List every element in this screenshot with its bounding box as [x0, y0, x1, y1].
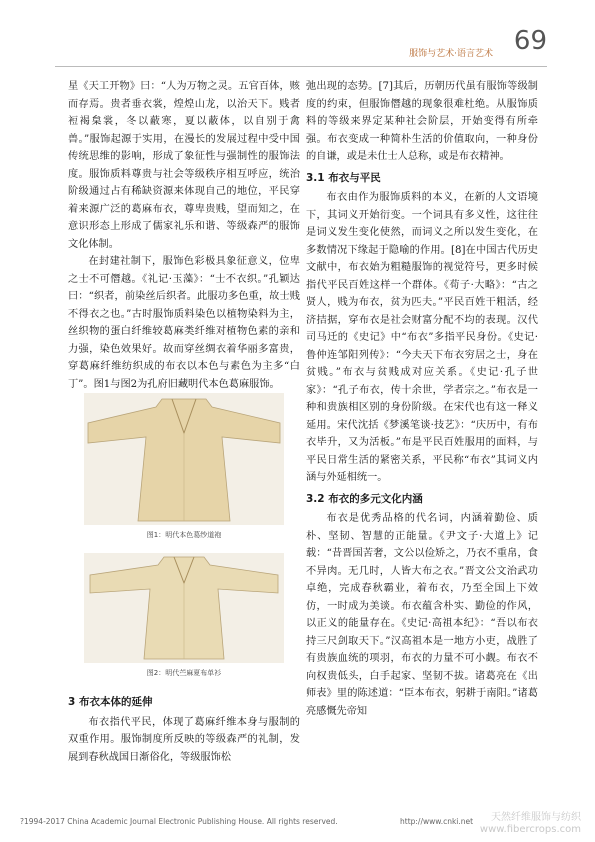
figure-2: [68, 553, 300, 691]
copyright-notice: ?1994-2017 China Academic Journal Electronic Publishing House. All rights reserved.: [20, 817, 338, 826]
section-heading: 3.1 布衣与平民: [306, 171, 381, 184]
header-rule: [55, 66, 547, 67]
page-header: [0, 0, 595, 70]
journal-section-title: 服饰与艺术·语言艺术: [409, 49, 493, 59]
paragraph: 布衣由作为服饰质料的本义，在新的人文语境下，其词义开始衍变。一个词具有多义性，这往往是词义发生变化使然，而词义之所以发生变化，在多数情况下缘起于隐喻的作用。[8]在中国古代历史文献中，布衣始为粗糙服饰的视觉符号，更多时候指代平民百姓这样一个群体。《荀子·大略》：“古之贤人，贱为布衣，贫为匹夫。”平民百姓干粗活，经济拮据，穿布衣是社会财富分配不均的表现。汉代司马迁的《史记》中“布衣”多指平民身份。《史记·鲁仲连邹阳列传》：“今夫天下布衣穷居之士，身在贫贱。”布衣与贫贱成对应关系。《史记·孔子世家》：“孔子布衣，传十余世，学者宗之。”布衣是一种和贵族相区别的身份阶级。在宋代也有这一释义延用。宋代沈括《梦溪笔谈·技艺》：“庆历中，有布衣毕升，又为活板。”布是平民百姓服用的面料，与平民日常生活的紧密关系，平民称“布衣”其词义内涵与外延相统一。: [306, 192, 538, 483]
left-column: [68, 78, 300, 766]
figure-caption: 图1：明代本色葛纱道袍: [146, 531, 222, 539]
watermark-cn: 天然纤维服饰与纺织: [491, 812, 581, 823]
watermark: [480, 812, 581, 836]
page-number: 69: [513, 26, 547, 56]
page-footer: [0, 802, 595, 842]
robe-image: [84, 553, 284, 663]
watermark-en: www.fibercrops.com: [479, 824, 581, 835]
robe-image: [84, 393, 284, 525]
section-heading: 3 布衣本体的延伸: [68, 696, 153, 708]
right-column: [306, 78, 538, 720]
section-heading: 3.2 布衣的多元文化内涵: [306, 492, 423, 505]
paragraph: 布衣是优秀品格的代名词，内涵着勤俭、质朴、坚韧、智慧的正能量。《尹文子·大道上》记载：“昔晋国苦奢，文公以俭矫之，乃衣不重帛，食不异肉。无几时，人皆大布之衣。”晋文公文治武功卓绝，完成春秋霸业，着布衣，乃至全国上下效仿，一时成为美谈。布衣蕴含朴实、勤俭的作风，以正义的能量存在。《史记·高祖本纪》：“吾以布衣持三尺剑取天下。”汉高祖本是一地方小吏，战胜了有贵族血统的项羽，布衣的力量不可小觑。布衣不向权贵低头，白手起家、坚韧不拔。诸葛亮在《出师表》里的陈述道：“臣本布衣，躬耕于南阳。”诸葛亮感慨先帝知: [306, 513, 538, 717]
source-url: http://www.cnki.net: [400, 817, 474, 826]
figure-caption: 图2：明代苎麻夏布单衫: [146, 668, 222, 677]
paragraph: 在封建社制下，服饰色彩极具象征意义，位卑之士不可僭越。《礼记·玉藻》：“士不衣织。”孔颖达曰：“织者，前染丝后织者。此服功多色重，故士贱不得衣之也。”古时服饰质料染色以植物染料为主，丝织物的蛋白纤维较葛麻类纤维对植物色素的亲和力强，染色效果好。故而穿丝绸衣着华丽多富贵，穿葛麻纤维纺织成的布衣以本色与素色为主多“白丁”。图1与图2为孔府旧藏明代本色葛麻服饰。: [68, 256, 300, 390]
paragraph: 弛出现的态势。[7]其后，历朝历代虽有服饰等级制度的约束，但服饰僭越的现象很难杜绝。从服饰质料的等级来界定某种社会阶层，开始变得有所牵强。布衣变成一种简朴生活的价值取向，一种身份的自谦，或是未仕士人总称，或是布衣精神。: [306, 81, 538, 162]
paragraph: 布衣指代平民，体现了葛麻纤维本身与服制的双重作用。服饰制度所反映的等级森严的礼制，发展到春秋战国日渐俗化，等级服饰松: [68, 716, 300, 763]
figure-1: [68, 393, 300, 553]
paragraph: 星《天工开物》曰：“人为万物之灵。五官百体，赅而存焉。贵者垂衣裳，煌煌山龙，以治天下。贱者裋褐枲裳，冬以蔽寒，夏以蔽体，以自别于禽兽。”服饰起源于实用，在漫长的发展过程中受中国传统思维的影响，形成了象征性与强制性的服饰法度。服饰质料尊贵与社会等级秩序相互呼应，统治阶级通过占有稀缺资源来体现自己的地位，平民穿着来源广泛的葛麻布衣，尊卑贵贱，望而知之，在意识形态上形成了儒家礼乐和谐、等级森严的服饰文化体制。: [68, 81, 300, 250]
